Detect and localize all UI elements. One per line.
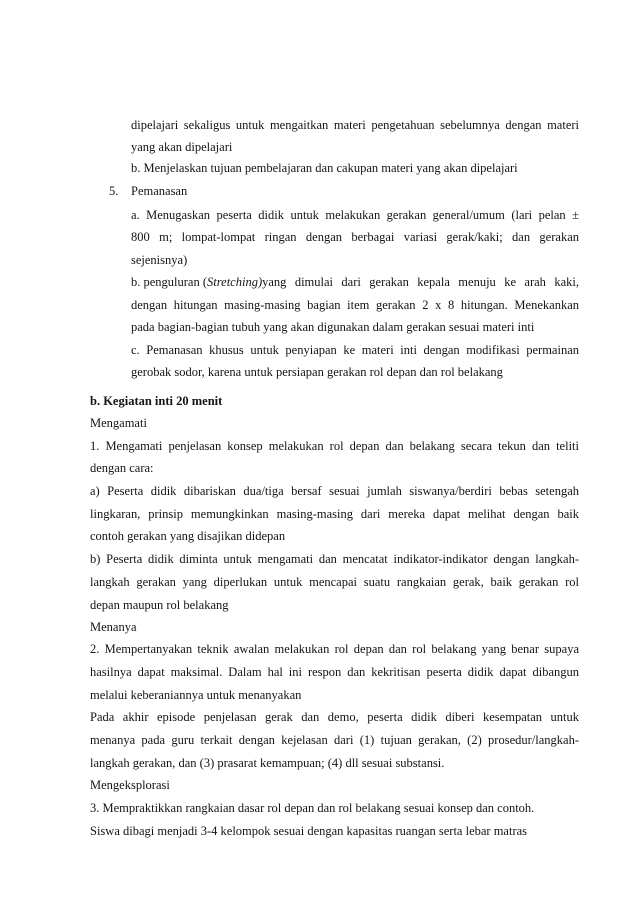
list-number: 5. [109, 184, 119, 198]
text-line: Siswa dibagi menjadi 3-4 kelompok sesuai dengan kapasitas ruangan serta lebar matras [90, 824, 528, 838]
text-line: 800 m; lompat-lompat ringan dengan berbagai variasi gerak/kaki; dan gerakan [131, 230, 579, 244]
text-run: b. penguluran ( [131, 275, 208, 289]
text-line: dengan hitungan masing-masing bagian item gerakan 2 x 8 hitungan. Menekankan [131, 298, 579, 312]
text-line: depan maupun rol belakang [90, 598, 229, 612]
list-item-heading: Pemanasan [131, 184, 188, 198]
text-line: melalui keberaniannya untuk menanyakan [90, 688, 302, 702]
subsection-label: Mengamati [90, 416, 147, 430]
text-line: dipelajari sekaligus untuk mengaitkan materi pengetahuan sebelumnya dengan materi [131, 118, 579, 132]
text-line: b) Peserta didik diminta untuk mengamati dan mencatat indikator-indikator dengan langkah- [90, 552, 579, 566]
text-run-italic: Stretching) [207, 275, 263, 289]
text-line: 2. Mempertanyakan teknik awalan melakukan rol depan dan rol belakang yang benar supaya [90, 642, 579, 656]
text-line: yang akan dipelajari [131, 140, 233, 154]
text-line: menanya pada guru terkait dengan kejelasan dari (1) tujuan gerakan, (2) prosedur/langkah- [90, 733, 579, 747]
text-line: langkah gerakan yang diperlukan untuk mencapai suatu rangkaian gerak, baik gerakan rol [90, 575, 579, 589]
text-line: 1. Mengamati penjelasan konsep melakukan rol depan dan belakang secara tekun dan teliti [90, 439, 579, 453]
text-line: lingkaran, prinsip memungkinkan masing-masing dari mereka dapat melihat dengan baik [90, 507, 579, 521]
section-heading: b. Kegiatan inti 20 menit [90, 394, 223, 408]
text-line: pada bagian-bagian tubuh yang akan digunakan dalam gerakan sesuai materi inti [131, 320, 535, 334]
text-line: a. Menugaskan peserta didik untuk melakukan gerakan general/umum (lari pelan ± [131, 208, 579, 222]
text-line [131, 274, 579, 290]
text-line: c. Pemanasan khusus untuk penyiapan ke materi inti dengan modifikasi permainan [131, 343, 579, 357]
text-line: langkah gerakan, dan (3) prasarat kemampuan; (4) dll sesuai substansi. [90, 756, 445, 770]
text-line: gerobak sodor, karena untuk persiapan gerakan rol depan dan rol belakang [131, 365, 503, 379]
subsection-label: Mengeksplorasi [90, 778, 170, 792]
text-line: 3. Mempraktikkan rangkaian dasar rol depan dan rol belakang sesuai konsep dan contoh. [90, 801, 535, 815]
text-line: contoh gerakan yang disajikan didepan [90, 529, 286, 543]
text-line: sejenisnya) [131, 253, 188, 267]
text-line: Pada akhir episode penjelasan gerak dan demo, peserta didik diberi kesempatan untuk [90, 710, 579, 724]
text-line: a) Peserta didik dibariskan dua/tiga bersaf sesuai jumlah siswanya/berdiri bebas setengah [90, 484, 579, 498]
subsection-label: Menanya [90, 620, 137, 634]
text-line: dengan cara: [90, 461, 154, 475]
text-run: yang dimulai dari gerakan kepala menuju ke arah kaki, [262, 275, 579, 289]
text-line: b. Menjelaskan tujuan pembelajaran dan cakupan materi yang akan dipelajari [131, 161, 518, 175]
text-line: hasilnya dapat maksimal. Dalam hal ini respon dan kekritisan peserta didik dapat dibangun [90, 665, 579, 679]
